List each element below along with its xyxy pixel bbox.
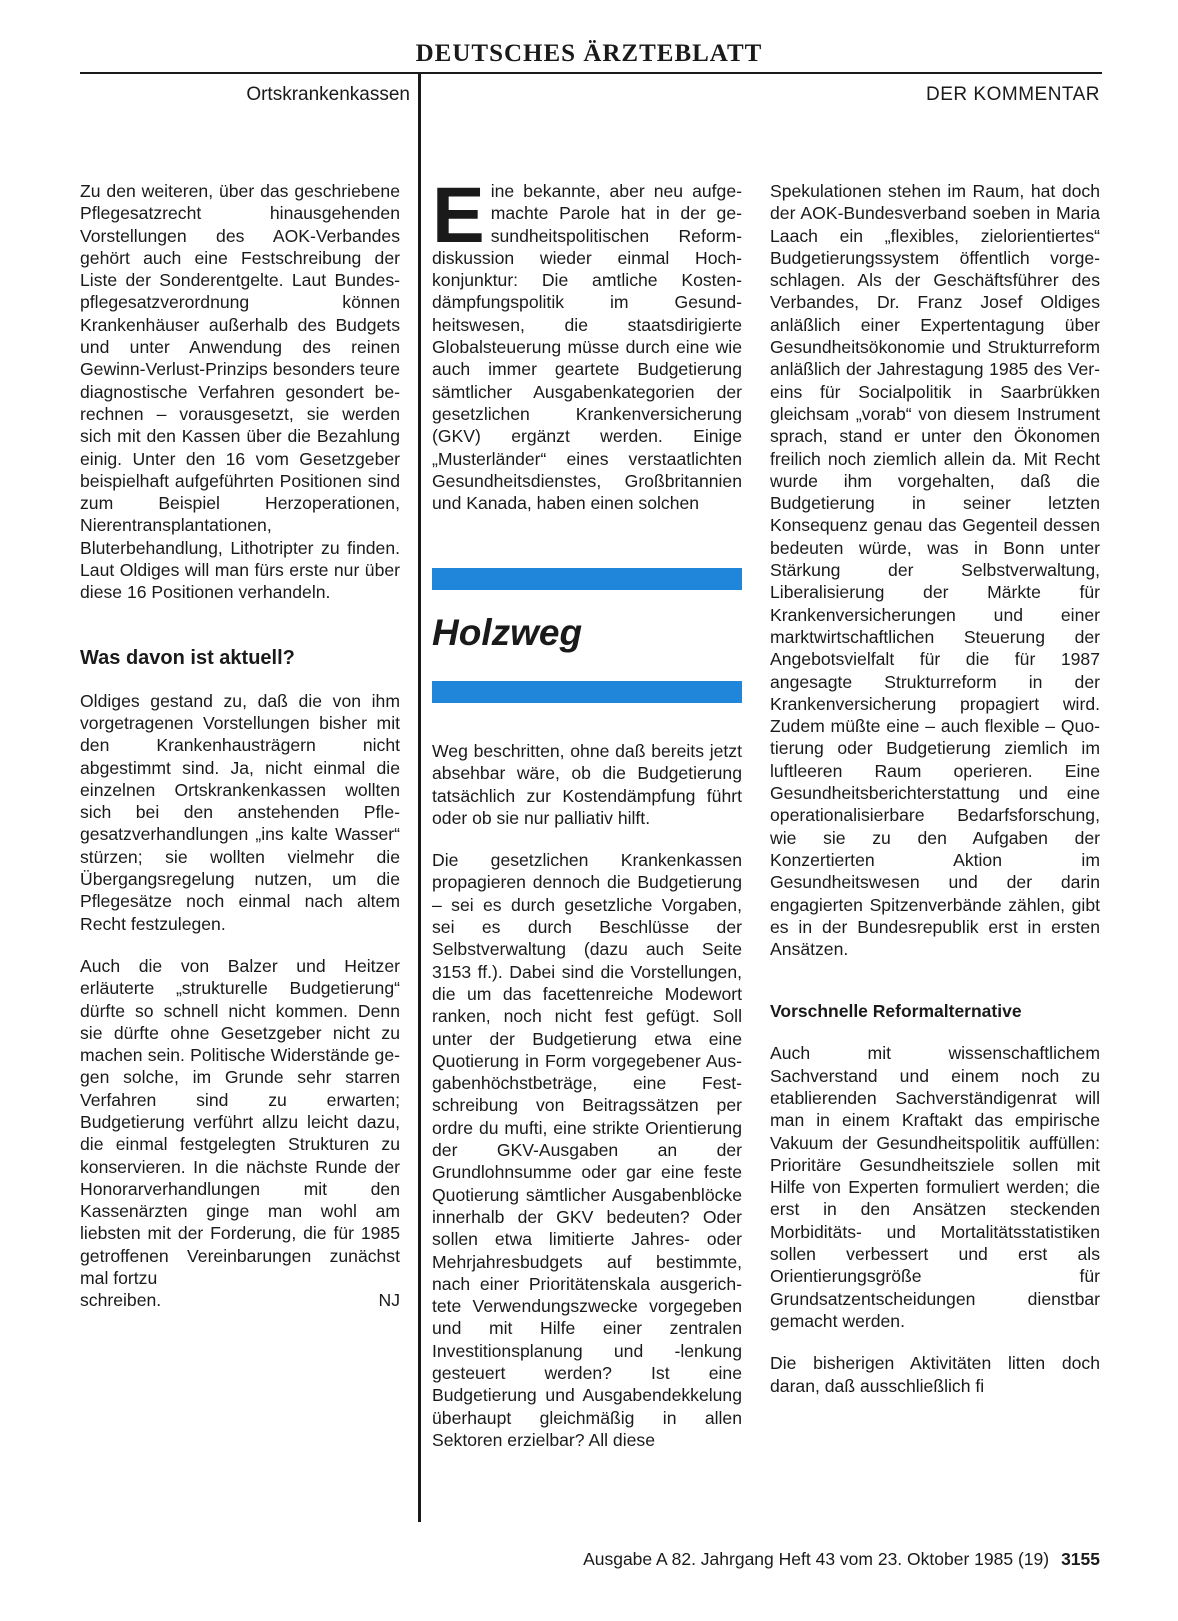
section-label-right: DER KOMMENTAR bbox=[926, 84, 1100, 105]
paragraph: Zu den weiteren, über das geschriebene Pflegesatzrecht hinausgehenden Vorstellungen des AOK-Verbandes gehört auch eine Festschreibung der Liste der Sonderentgelte. Laut Bundespflegesatzverordnung können Krankenhäuser außerhalb des Budgets und unter Anwendung des reinen Gewinn-Verlust-Prinzips besonders teure diagnostische Verfahren gesondert berechnen – vorausgesetzt, sie werden sich mit den Kassen über die Bezahlung einig. Unter den 16 vom Gesetzgeber beispielhaft aufgeführten Positionen sind zum Beispiel Herzoperationen, Nierentransplantationen, Bluterbehandlung, Lithotripter zu finden. Laut Oldiges will man fürs erste nur über diese 16 Positionen verhandeln. bbox=[80, 181, 400, 603]
column-middle-top bbox=[432, 170, 742, 514]
paragraph: Oldiges gestand zu, daß die von ihm vorgetragenen Vorstellungen bisher mit den Krankenhausträgern nicht abgestimmt sind. Ja, nicht einmal die einzelnen Ortskrankenkassen wollten sich bei den anstehenden Pflegesatzverhandlungen „ins kalte Wasser“ stürzen; sie wollten vielmehr die Übergangsregelung nutzen, um die Pflegesätze noch einmal nach altem Recht festzulegen. bbox=[80, 690, 400, 934]
signoff-line bbox=[80, 1289, 400, 1311]
column-left bbox=[80, 180, 400, 1312]
header-rule bbox=[80, 72, 1102, 74]
paragraph: Auch mit wissenschaftlichem Sachverstand und einem noch zu etablierenden Sachverständigenrat will man in einem Kraftakt das empirische Vakuum der Gesundheitspolitik auffüllen: Prioritäre Gesundheitsziele sollen mit Hilfe von Experten formuliert werden; die erst in den Ansätzen steckenden Morbiditäts- und Mortalitätsstatistiken sollen verbessert und erst als Orientierungsgröße für Grundsatzentscheidungen dienstbar gemacht werden. bbox=[770, 1043, 1100, 1331]
issue-info: Ausgabe A 82. Jahrgang Heft 43 vom 23. Oktober 1985 (19) bbox=[583, 1549, 1050, 1569]
paragraph: Die gesetzlichen Krankenkassen propagieren dennoch die Budgetierung – sei es durch gesetzliche Vorgaben, sei es durch Beschlüsse der Selbstverwaltung (dazu auch Seite 3153 ff.). Dabei sind die Vorstellungen, die um das facettenreiche Modewort ranken, noch nicht fest gefügt. Soll unter der Budgetierung etwa eine Quotierung in Form vorgegebener Ausgabenhöchstbeträge, eine Festschreibung von Beitragssätzen per ordre du mufti, eine strikte Orientierung der GKV-Ausgaben an der Grundlohnsumme oder gar eine feste Quotierung sämtlicher Ausgabenblöcke innerhalb der GKV bedeuten? Oder sollen etwa limitierte Jahres- oder Mehrjahresbudgets auf bestimmte, nach einer Prioritätenskala ausgerichtete Verwendungszwecke vorgegeben und mit Hilfe einer zentralen Investitionsplanung und -lenkung gesteuert werden? Ist eine Budgetierung und Ausgabendekkelung überhaupt gleichmäßig in allen Sektoren erzielbar? All diese bbox=[432, 850, 742, 1450]
subheading: Vorschnelle Reformalternative bbox=[770, 1001, 1022, 1022]
page-footer bbox=[80, 1548, 1100, 1570]
paragraph: Die bisherigen Aktivitäten litten doch daran, daß ausschließlich fi bbox=[770, 1353, 1100, 1396]
section-label-left: Ortskrankenkassen bbox=[246, 84, 410, 105]
drop-cap: E bbox=[432, 170, 485, 259]
paragraph: Auch die von Balzer und Heitzer erläuterte „strukturelle Budgetierung“ dürfte so schnell nicht kommen. Denn sie dürfte ohne Gesetzgeber nicht zu machen sein. Politische Widerstände gegen solche, im Grunde sehr starren Verfahren sind zu erwarten; Budgetierung verführt allzu leicht dazu, die einmal festgelegten Strukturen zu konservieren. In die nächste Runde der Honorarverhandlungen mit den Kassenärzten ginge man wohl am liebsten mit der Forderung, die für 1985 getroffenen Vereinbarungen zunächst mal fortzu bbox=[80, 955, 400, 1289]
masthead: DEUTSCHES ÄRZTEBLATT bbox=[415, 40, 763, 67]
paragraph: Spekulationen stehen im Raum, hat doch der AOK-Bundesverband soeben in Maria Laach ein „flexibles, zielorientiertes“ Budgetierungssystem öffentlich vorgeschlagen. Als der Geschäftsführer des Verbandes, Dr. Franz Josef Oldiges anläßlich einer Expertentagung über Gesundheitsökonomie und Strukturreform anläßlich der Jahrestagung 1985 des Vereins für Socialpolitik in Saarbrükken gleichsam „vorab“ von diesem Instrument sprach, stand er unter den Ökonomen freilich noch ziemlich allein da. Mit Recht wurde ihm vorgehalten, daß die Budgetierung in seiner letzten Konsequenz genau das Gegenteil dessen bedeuten würde, was in Bonn unter Stärkung der Selbstverwaltung, Liberalisierung der Märkte für Krankenversicherungen und einer marktwirtschaftlichen Steuerung der Angebotsvielfalt für die für 1987 angesagte Strukturreform in der Krankenversicherung propagiert wird. Zudem müßte eine – auch flexible – Quotierung oder Budgetierung ziemlich im luftleeren Raum operieren. Eine Gesundheitsberichterstattung und eine operationalisierbare Bedarfsforschung, wie sie zu den Aufgaben der Konzertierten Aktion im Gesundheitswesen und der darin engagierten Spitzenverbände zählen, gibt es in der Bundesrepublik erst in ersten Ansätzen. bbox=[770, 181, 1100, 960]
paragraph: Weg beschritten, ohne daß bereits jetzt absehbar wäre, ob die Budgetierung tatsächlich zur Kostendämpfung führt oder ob sie nur palliativ hilft. bbox=[432, 741, 742, 828]
page-number: 3155 bbox=[1061, 1549, 1100, 1569]
lead-paragraph bbox=[432, 170, 742, 514]
paragraph-last-word: schreiben. bbox=[80, 1290, 162, 1311]
column-right bbox=[770, 180, 1100, 1397]
column-middle-bottom bbox=[432, 740, 742, 1451]
subheading: Was davon ist aktuell? bbox=[80, 646, 295, 669]
headline-bar-bottom bbox=[432, 681, 742, 703]
column-divider bbox=[418, 74, 421, 1522]
headline-bar-top bbox=[432, 568, 742, 590]
lead-text: ine bekannte, aber neu aufgemachte Parole hat in der gesundheitspolitischen Reformdiskussion wieder einmal Hochkonjunktur: Die amtliche Kostendämpfungspolitik im Gesundheitswesen, die staatsdirigierte Globalsteuerung müsse durch eine wie auch immer geartete Budgetierung sämtlicher Ausgabenkategorien der gesetzlichen Krankenversicherung (GKV) ergänzt werden. Einige „Musterländer“ eines verstaatlichten Gesundheitsdienstes, Großbritannien und Kanada, haben einen solchen bbox=[432, 181, 742, 514]
author-initials: NJ bbox=[378, 1290, 400, 1311]
article-headline: Holzweg bbox=[432, 612, 583, 653]
